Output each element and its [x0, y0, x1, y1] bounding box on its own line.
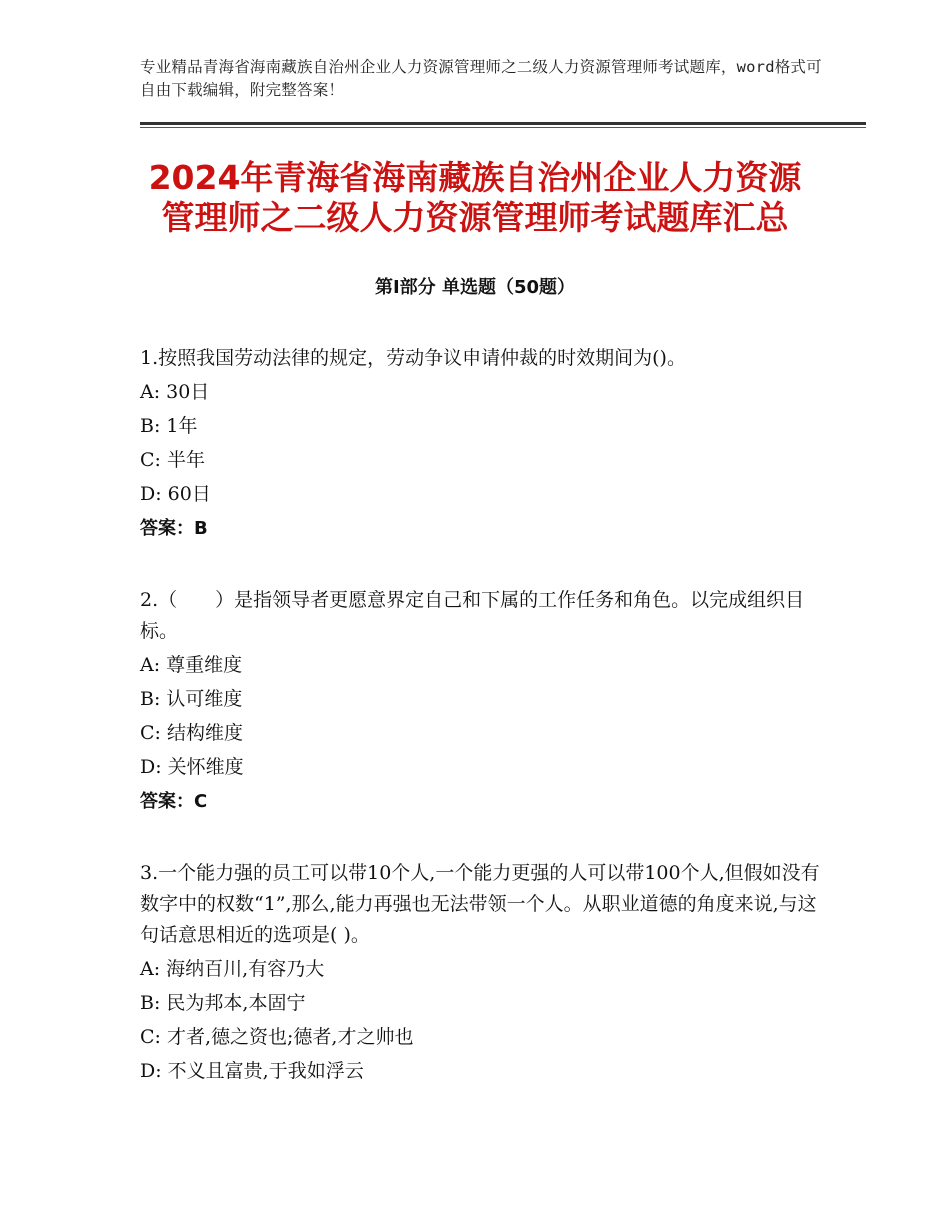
- question-3: [140, 858, 820, 1090]
- document-title: [100, 158, 850, 238]
- option-c: C: 半年: [140, 449, 205, 471]
- question-stem: 2.（ ）是指领导者更愿意界定自己和下属的工作任务和角色。以完成组织目标。: [140, 589, 805, 642]
- question-2: [140, 585, 820, 820]
- answer-label: 答案：C: [140, 791, 208, 812]
- option-b: B: 民为邦本,本固宁: [140, 992, 306, 1014]
- option-c: C: 才者,德之资也;德者,才之帅也: [140, 1026, 414, 1048]
- option-b: B: 认可维度: [140, 688, 243, 710]
- question-stem: 3.一个能力强的员工可以带10个人,一个能力更强的人可以带100个人,但假如没有数字中的权数“1”,那么,能力再强也无法带领一个人。从职业道德的角度来说,与这句话意思相近的选项是( )。: [140, 862, 820, 946]
- option-a: A: 海纳百川,有容乃大: [140, 958, 325, 980]
- question-stem: 1.按照我国劳动法律的规定，劳动争议申请仲裁的时效期间为()。: [140, 347, 686, 369]
- answer-label: 答案：B: [140, 518, 208, 539]
- section-heading: 第Ⅰ部分 单选题（50题）: [374, 277, 575, 298]
- option-c: C: 结构维度: [140, 722, 243, 744]
- header-note: 专业精品青海省海南藏族自治州企业人力资源管理师之二级人力资源管理师考试题库，word格式可自由下载编辑，附完整答案！: [140, 58, 822, 99]
- header-rule-thin: [140, 127, 866, 128]
- title-line-2: 管理师之二级人力资源管理师考试题库汇总: [161, 198, 789, 237]
- question-list: [140, 343, 820, 1128]
- option-d: D: 关怀维度: [140, 756, 244, 778]
- option-b: B: 1年: [140, 415, 198, 437]
- option-a: A: 尊重维度: [140, 654, 243, 676]
- option-d: D: 60日: [140, 483, 211, 505]
- question-1: [140, 343, 820, 547]
- header-rule-thick: [140, 122, 866, 125]
- option-d: D: 不义且富贵,于我如浮云: [140, 1060, 364, 1082]
- title-line-1: 2024年青海省海南藏族自治州企业人力资源: [148, 158, 802, 197]
- option-a: A: 30日: [140, 381, 210, 403]
